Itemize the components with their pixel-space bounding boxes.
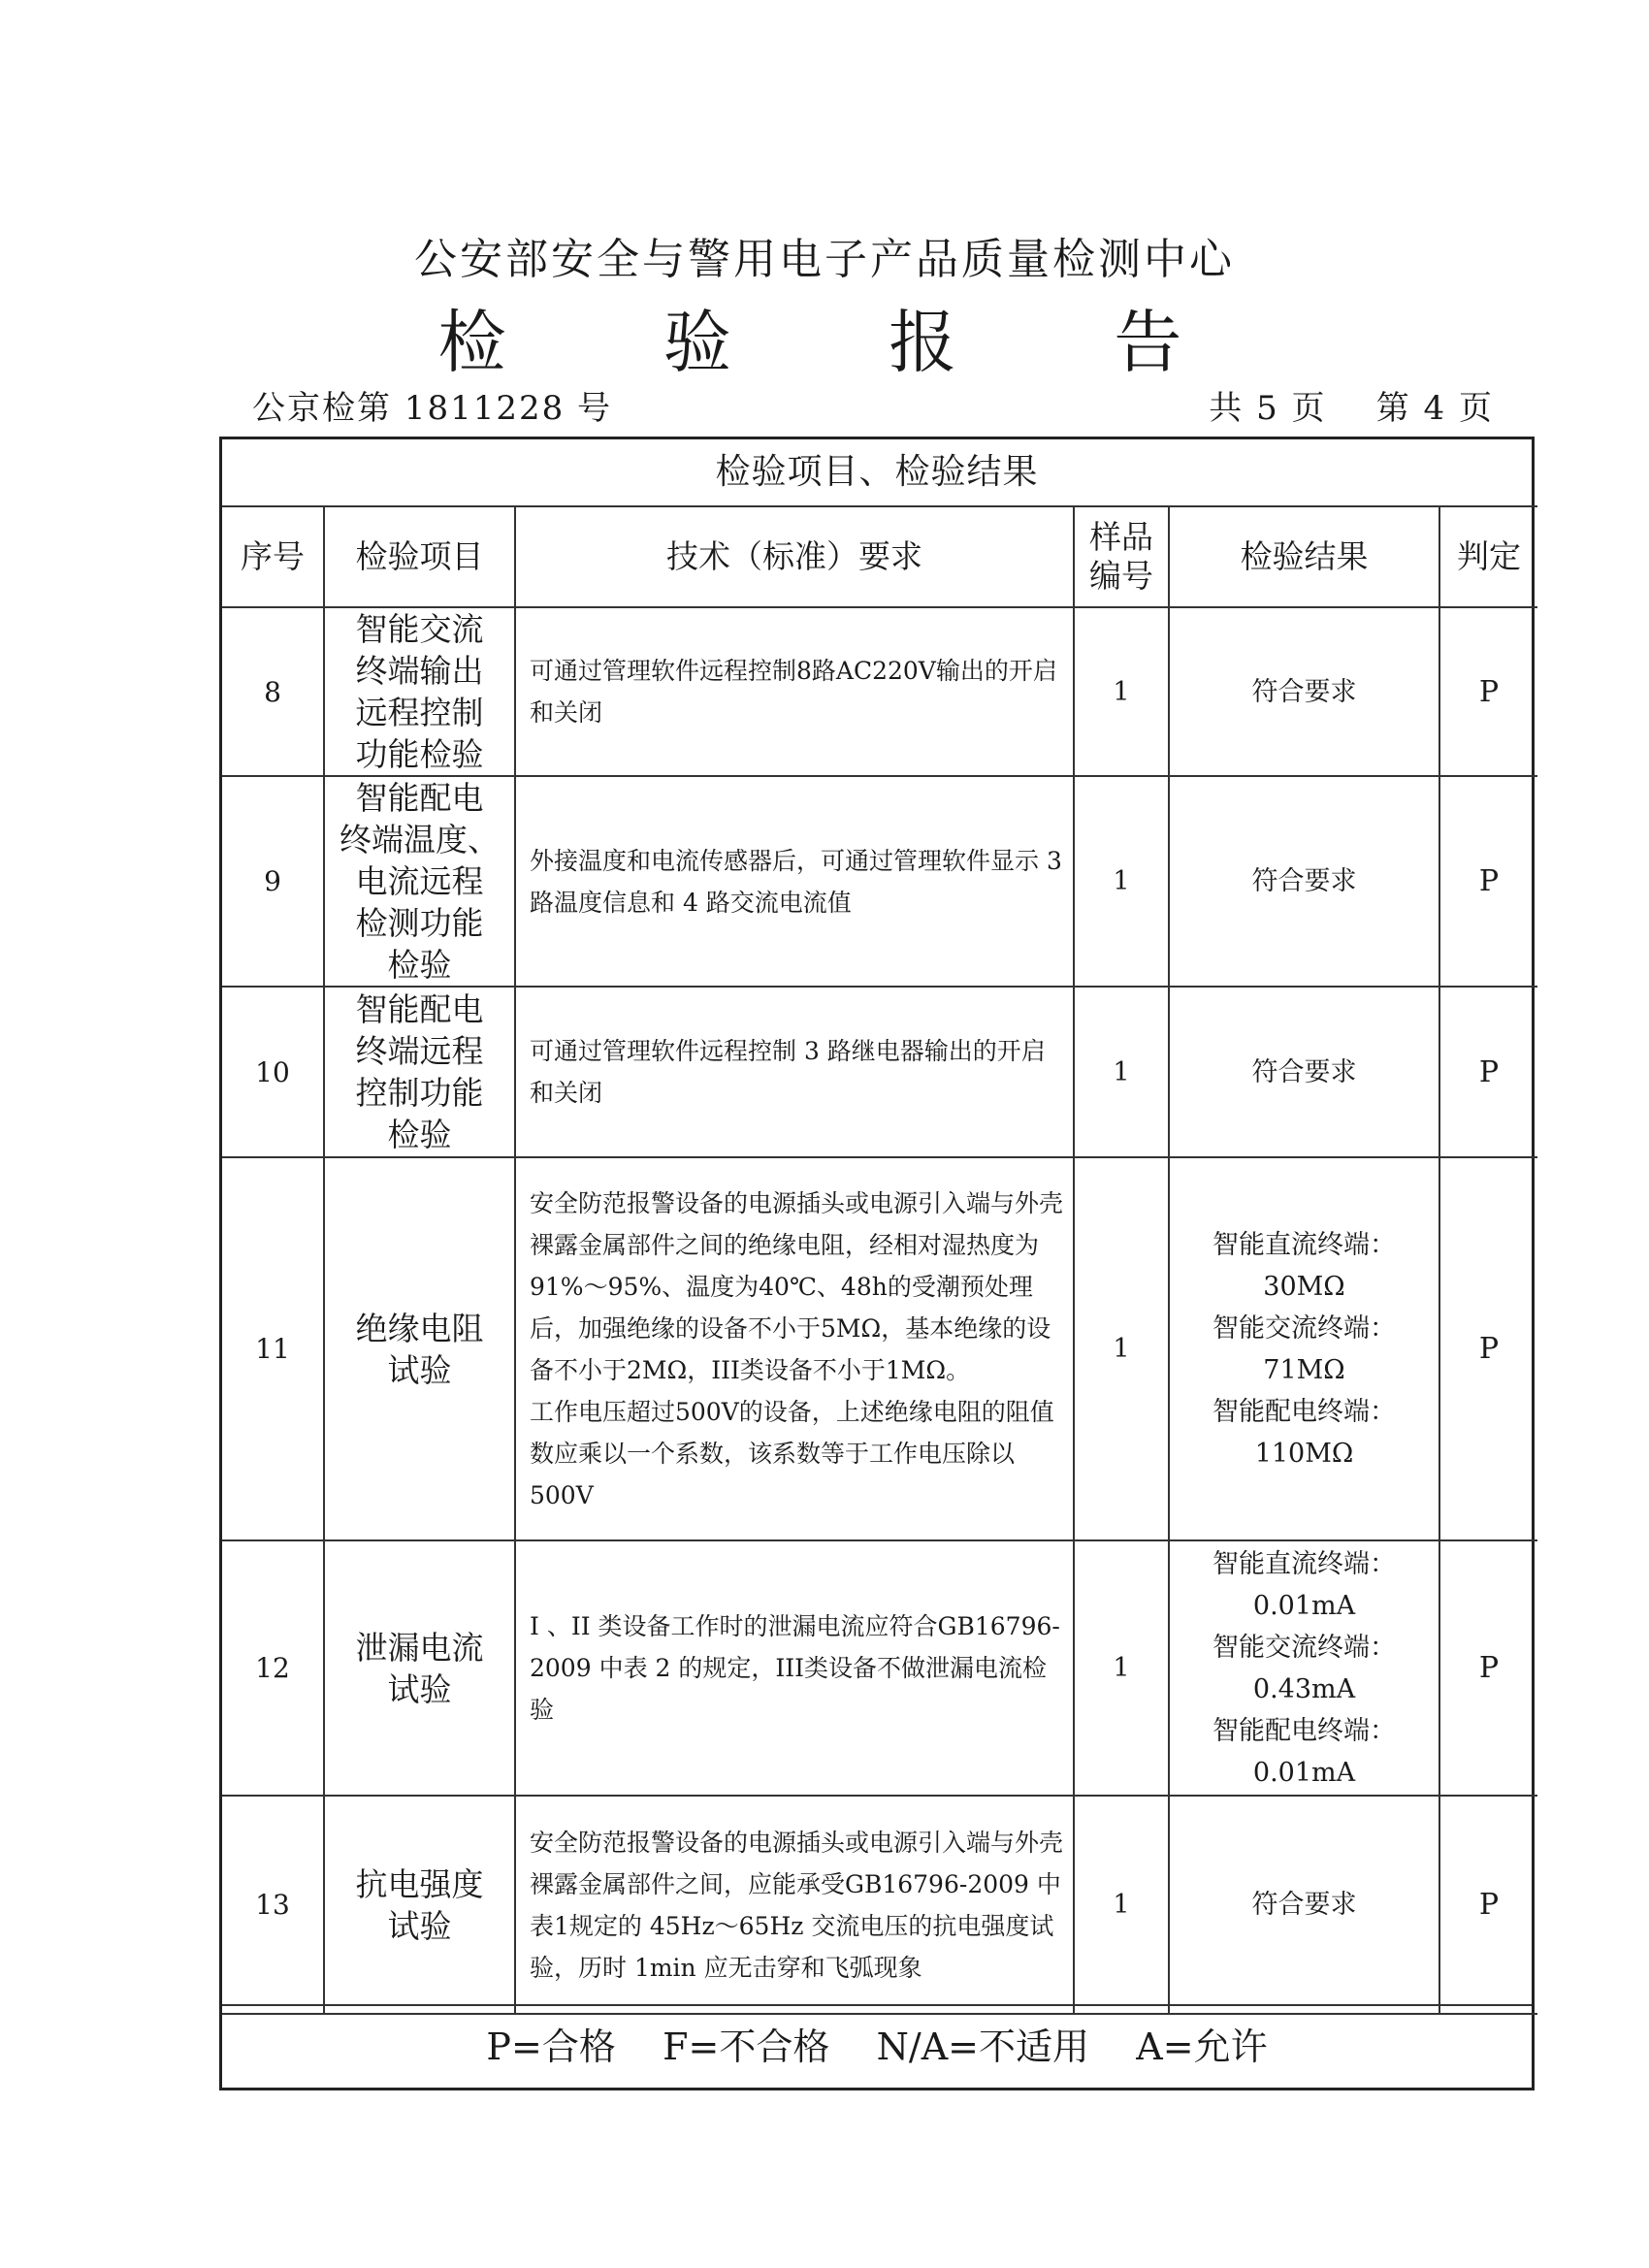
test-item: 智能配电 终端远程 控制功能 检验: [324, 987, 515, 1157]
requirement-text: I 、II 类设备工作时的泄漏电流应符合GB16796-2009 中表 2 的规定，III类设备不做泄漏电流检验: [515, 1540, 1074, 1796]
test-result: 智能直流终端： 30MΩ 智能交流终端： 71MΩ 智能配电终端： 110MΩ: [1169, 1157, 1439, 1540]
table-row: [222, 1540, 1537, 1796]
column-header-judgement: 判定: [1439, 506, 1537, 607]
sample-number: 1: [1074, 607, 1169, 776]
row-number: 12: [222, 1540, 324, 1796]
sample-number: 1: [1074, 1796, 1169, 2014]
judgement: P: [1439, 1157, 1537, 1540]
judgement: P: [1439, 776, 1537, 987]
test-result: 符合要求: [1169, 607, 1439, 776]
test-result: 智能直流终端： 0.01mA 智能交流终端： 0.43mA 智能配电终端： 0.01mA: [1169, 1540, 1439, 1796]
test-item: 绝缘电阻 试验: [324, 1157, 515, 1540]
requirement-text: 可通过管理软件远程控制 3 路继电器输出的开启和关闭: [515, 987, 1074, 1157]
test-item: 智能交流 终端输出 远程控制 功能检验: [324, 607, 515, 776]
sample-number: 1: [1074, 1157, 1169, 1540]
requirement-text: 外接温度和电流传感器后，可通过管理软件显示 3 路温度信息和 4 路交流电流值: [515, 776, 1074, 987]
row-number: 10: [222, 987, 324, 1157]
table-row: [222, 1157, 1537, 1540]
row-number: 8: [222, 607, 324, 776]
column-header-result: 检验结果: [1169, 506, 1439, 607]
column-header-requirement: 技术（标准）要求: [515, 506, 1074, 607]
row-number: 13: [222, 1796, 324, 2014]
requirement-text: 安全防范报警设备的电源插头或电源引入端与外壳裸露金属部件之间，应能承受GB16796-2009 中表1规定的 45Hz～65Hz 交流电压的抗电强度试验，历时 1min 应无击穿和飞弧现象: [515, 1796, 1074, 2014]
row-number: 9: [222, 776, 324, 987]
judgement: P: [1439, 987, 1537, 1157]
requirement-text: 安全防范报警设备的电源插头或电源引入端与外壳裸露金属部件之间的绝缘电阻，经相对湿热度为91%～95%、温度为40℃、48h的受潮预处理后，加强绝缘的设备不小于5MΩ，基本绝缘的设备不小于2MΩ，III类设备不小于1MΩ。 工作电压超过500V的设备，上述绝缘电阻的阻值数应乘以一个系数，该系数等于工作电压除以500V: [515, 1157, 1074, 1540]
test-result: 符合要求: [1169, 1796, 1439, 2014]
table-row: [222, 776, 1537, 987]
test-item: 抗电强度 试验: [324, 1796, 515, 2014]
organization-name: 公安部安全与警用电子产品质量检测中心: [414, 235, 1235, 284]
judgement: P: [1439, 607, 1537, 776]
results-table: [222, 505, 1537, 2015]
test-item: 智能配电 终端温度、 电流远程 检测功能 检验: [324, 776, 515, 987]
section-title: 检验项目、检验结果: [715, 452, 1039, 492]
sample-number: 1: [1074, 987, 1169, 1157]
sample-number: 1: [1074, 1540, 1169, 1796]
table-row: [222, 607, 1537, 776]
table-row: [222, 987, 1537, 1157]
sample-number: 1: [1074, 776, 1169, 987]
table-row: [222, 1796, 1537, 2014]
column-header-sample: 样品 编号: [1074, 506, 1169, 607]
requirement-text: 可通过管理软件远程控制8路AC220V输出的开启和关闭: [515, 607, 1074, 776]
judgement: P: [1439, 1540, 1537, 1796]
page-count: 共 5 页 第 4 页: [1209, 389, 1494, 428]
row-number: 11: [222, 1157, 324, 1540]
test-result: 符合要求: [1169, 776, 1439, 987]
test-result: 符合要求: [1169, 987, 1439, 1157]
test-item: 泄漏电流 试验: [324, 1540, 515, 1796]
judgement-legend: P=合格 F=不合格 N/A=不适用 A=允许: [222, 2004, 1532, 2088]
judgement: P: [1439, 1796, 1537, 2014]
results-frame: [219, 437, 1535, 2090]
column-header-no: 序号: [222, 506, 324, 607]
column-header-item: 检验项目: [324, 506, 515, 607]
report-number: 公京检第 1811228 号: [252, 389, 613, 428]
table-header-row: [222, 506, 1537, 607]
report-title: 检 验 报 告: [437, 303, 1250, 382]
